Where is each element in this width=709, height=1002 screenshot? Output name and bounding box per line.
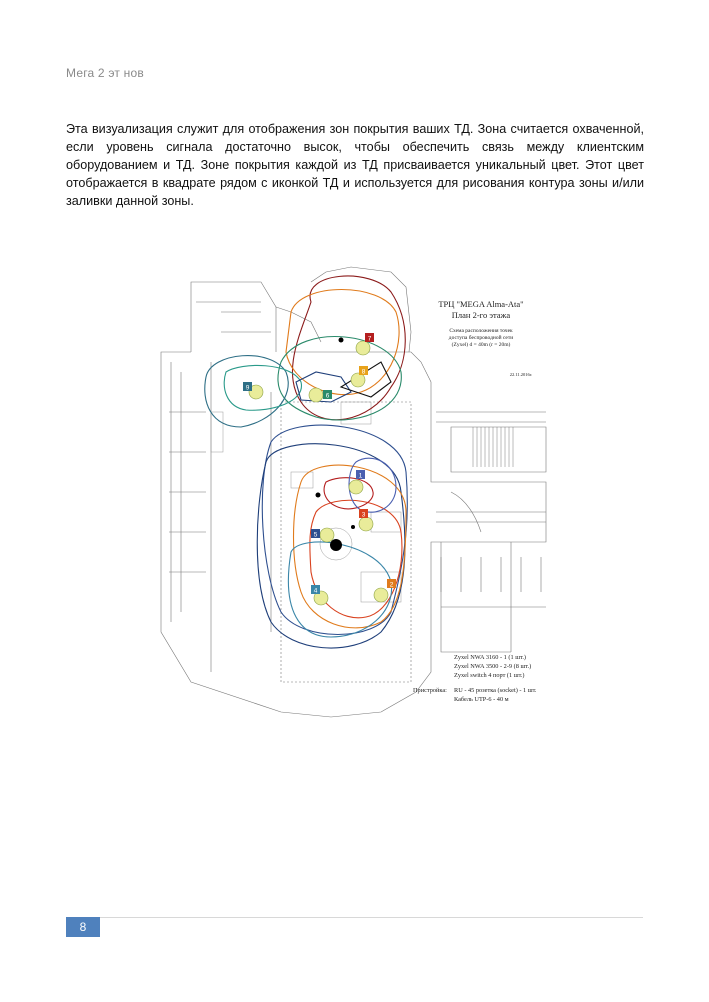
switch-marker bbox=[330, 539, 342, 551]
legend-line-2: Zyxel NWA 3500 - 2-9 (8 шт.) bbox=[454, 663, 532, 670]
footer-divider bbox=[66, 917, 643, 918]
ap-4-label: 4 bbox=[313, 587, 318, 595]
access-point-markers bbox=[243, 333, 396, 605]
floor-plan-figure bbox=[151, 212, 558, 785]
ap-3-label: 3 bbox=[361, 511, 366, 519]
extras-line-2: Кабель UTP-6 - 40 м bbox=[454, 696, 509, 703]
page-number: 8 bbox=[66, 917, 100, 937]
hatched-area bbox=[473, 427, 513, 467]
legend-line-1: Zyxel NWA 3160 - 1 (1 шт.) bbox=[454, 654, 527, 661]
extras-line-1: RU - 45 розетка (socket) - 1 шт. bbox=[454, 687, 537, 694]
plan-subtitle-line3: (Zyxel) d = 40m (r = 20m) bbox=[451, 342, 511, 348]
extras-label: Пристройка: bbox=[413, 687, 447, 694]
ap-5-label: 5 bbox=[313, 531, 318, 539]
plan-subtitle-line2: доступа беспроводной сети bbox=[448, 335, 514, 341]
body-paragraph: Эта визуализация служит для отображения зон покрытия ваших ТД. Зона считается охваченной, если уровень сигнала достаточно высок, чтобы обеспечить связь между клиентским оборудованием и ТД. Зоне покрытия каждой из ТД присваивается уникальный цвет. Этот цвет отображается в квадрате рядом с иконкой ТД и используется для рисования контура зоны и/или заливки данной зоны. bbox=[66, 122, 644, 208]
ap-7-label: 7 bbox=[367, 335, 372, 343]
plan-subtitle-line1: Схема расположения точек bbox=[449, 328, 513, 334]
legend-line-3: Zyxel switch 4 порт (1 шт.) bbox=[454, 672, 525, 679]
ap-8-label: 8 bbox=[361, 368, 366, 376]
plan-title-line1: ТРЦ "MEGA Alma-Ata" bbox=[438, 299, 524, 309]
ap-2-label: 2 bbox=[389, 581, 394, 589]
plan-title-line2: План 2-го этажа bbox=[451, 310, 511, 320]
ap-6-label: 6 bbox=[325, 392, 330, 400]
floor-plan-drawing bbox=[151, 212, 558, 785]
rooms bbox=[211, 402, 401, 602]
ap-9-label: 9 bbox=[245, 384, 250, 392]
ap-1-label: 1 bbox=[358, 472, 363, 480]
plan-date: 22.11.2016г. bbox=[509, 372, 533, 377]
header-title: Мега 2 эт нов bbox=[66, 66, 144, 80]
